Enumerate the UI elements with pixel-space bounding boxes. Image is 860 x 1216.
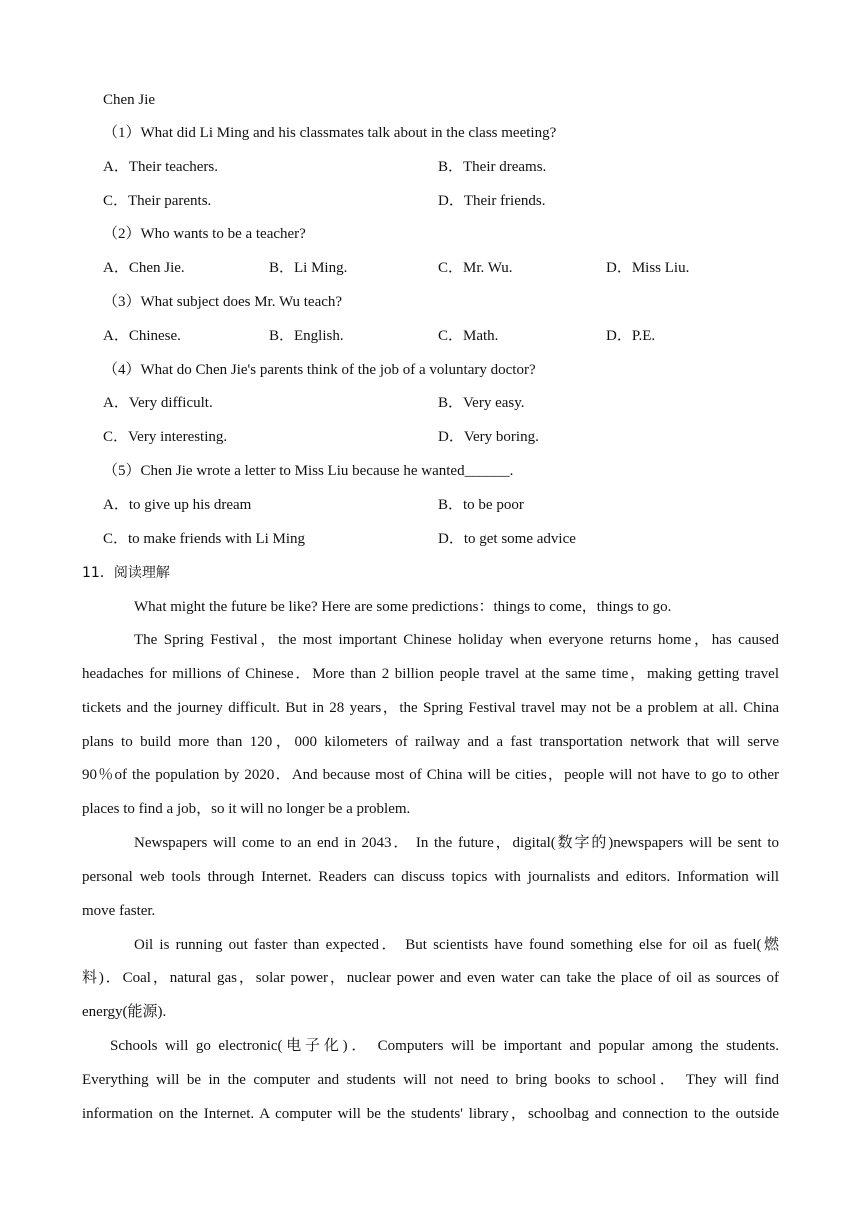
q1-option-a: A．Their teachers. [103,159,218,175]
name-line: Chen Jie [103,92,156,108]
q5-option-d: D．to get some advice [438,531,576,547]
q4-option-a: A．Very difficult. [103,395,213,411]
passage-p2-line-4: plans to build more than 120，000 kilometers of railway and a fast transportation network that will serve [82,734,779,750]
passage-p3-line-2: personal web tools through Internet. Readers can discuss topics with journalists and editors. Information will [82,869,779,885]
passage-p4-line-3: energy(能源). [82,1004,167,1020]
q2-option-b: B．Li Ming. [269,260,348,276]
q3-option-a: A．Chinese. [103,328,181,344]
question-1: （1）What did Li Ming and his classmates talk about in the class meeting? [103,125,557,141]
passage-p3-line-1: Newspapers will come to an end in 2043． In the future，digital(数字的)newspapers will be sent to [134,835,779,851]
passage-intro: What might the future be like? Here are some predictions：things to come，things to go. [134,599,672,615]
q5-option-c: C．to make friends with Li Ming [103,531,306,547]
section-11-heading: 11．阅读理解 [82,565,170,581]
passage-p5-line-2: Everything will be in the computer and students will not need to bring books to school． They will find [82,1072,779,1088]
passage-p2-line-6: places to find a job，so it will no longer be a problem. [82,801,411,817]
passage-p5-line-1: Schools will go electronic(电子化)． Computers will be important and popular among the students. [110,1038,779,1054]
q4-option-d: D．Very boring. [438,429,539,445]
passage-p2-line-3: tickets and the journey difficult. But in 28 years，the Spring Festival travel may not be a problem at all. China [82,700,779,716]
passage-p4-line-1: Oil is running out faster than expected． But scientists have found something else for oil as fuel(燃 [134,937,779,953]
question-5: （5）Chen Jie wrote a letter to Miss Liu because he wanted______. [103,463,514,479]
passage-p2-line-1: The Spring Festival，the most important Chinese holiday when everyone returns home，has caused [134,632,779,648]
q2-option-d: D．Miss Liu. [606,260,690,276]
question-3: （3）What subject does Mr. Wu teach? [103,294,343,310]
passage-p3-line-3: move faster. [82,903,156,919]
q5-option-b: B．to be poor [438,497,524,513]
q1-option-b: B．Their dreams. [438,159,547,175]
passage-p4-line-2: 料)．Coal，natural gas，solar power，nuclear power and even water can take the place of oil as sources of [82,970,779,986]
question-2: （2）Who wants to be a teacher? [103,226,306,242]
q3-option-b: B．English. [269,328,344,344]
passage-p5-line-3: information on the Internet. A computer will be the students' library，schoolbag and connection to the outside [82,1106,779,1122]
q2-option-c: C．Mr. Wu. [438,260,513,276]
q4-option-b: B．Very easy. [438,395,525,411]
q2-option-a: A．Chen Jie. [103,260,185,276]
q3-option-c: C．Math. [438,328,499,344]
q3-option-d: D．P.E. [606,328,656,344]
passage-p2-line-2: headaches for millions of Chinese．More than 2 billion people travel at the same time，making getting travel [82,666,779,682]
passage-p2-line-5: 90％of the population by 2020．And because most of China will be cities，people will not have to go to other [82,767,779,783]
q1-option-c: C．Their parents. [103,193,212,209]
q5-option-a: A．to give up his dream [103,497,252,513]
q1-option-d: D．Their friends. [438,193,546,209]
question-4: （4）What do Chen Jie's parents think of the job of a voluntary doctor? [103,362,536,378]
q4-option-c: C．Very interesting. [103,429,228,445]
